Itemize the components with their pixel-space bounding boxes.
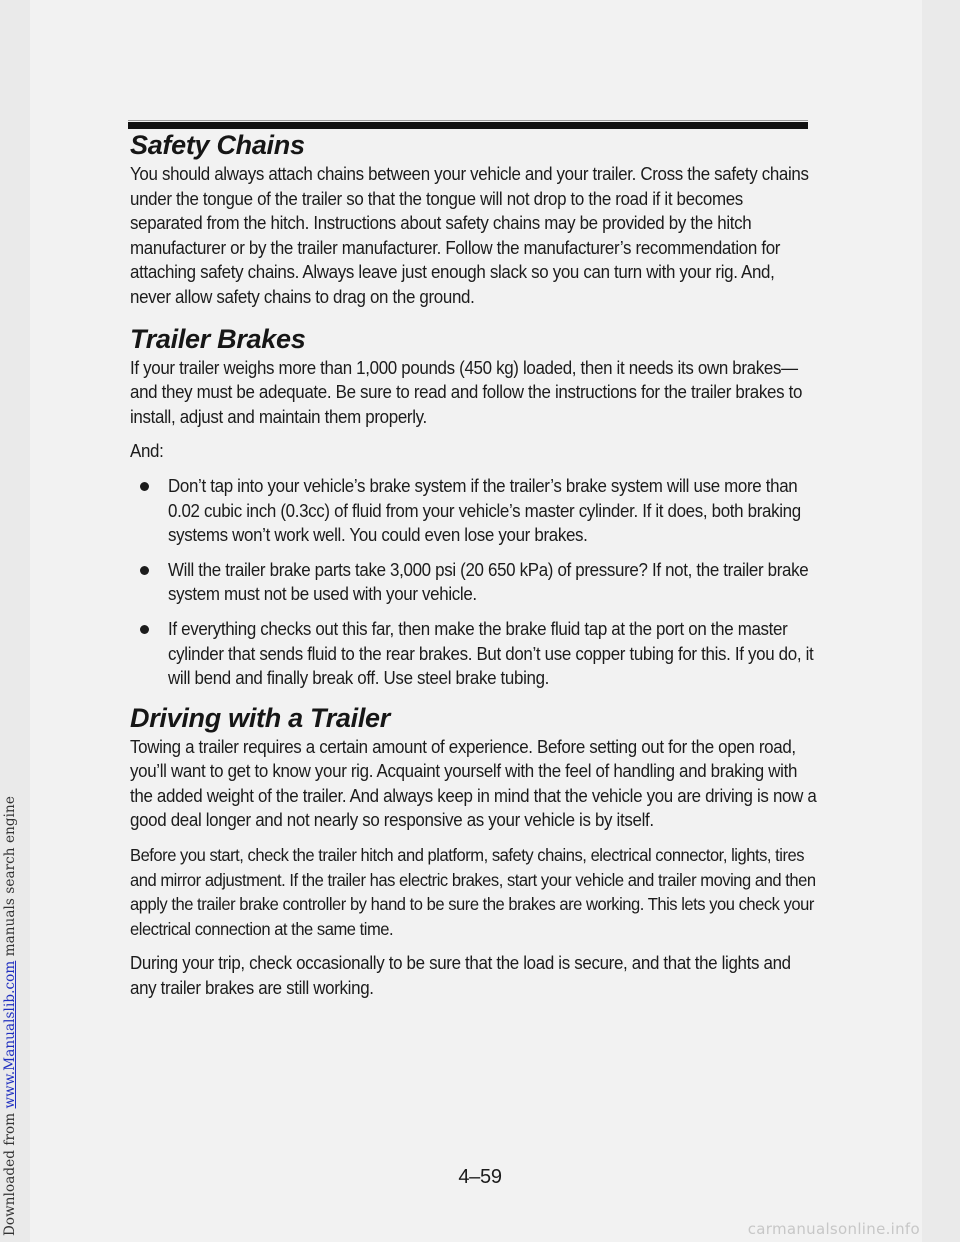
heading-safety-chains: Safety Chains (130, 130, 305, 160)
brake-bullet-list (130, 474, 820, 691)
heading-driving-with-trailer: Driving with a Trailer (130, 702, 390, 733)
bullet-text: Don’t tap into your vehicle’s brake system if the trailer’s brake system will use more than 0.02 cubic inch (0.3cc) of fluid from your vehicle’s master cylinder. If it does, both braking systems won’t work well. You could even lose your brakes. (168, 475, 801, 546)
paragraph-driving-1: Towing a trailer requires a certain amount of experience. Before setting out for the open road, you’ll want to get to know your rig. Acquaint yourself with the feel of handling and braking with the added weight of the trailer. And always keep in mind that the vehicle you are driving is now a good deal longer and not nearly so responsive as your vehicle is by itself. (130, 736, 817, 831)
heading-trailer-brakes: Trailer Brakes (130, 323, 306, 354)
paragraph-driving-2: Before you start, check the trailer hitch and platform, safety chains, electrical connector, lights, tires and mirror adjustment. If the trailer has electric brakes, start your vehicle and trailer moving and then apply the trailer brake controller by hand to be sure the brakes are working. This lets you check your electrical connection at the same time. (130, 845, 816, 939)
list-item (140, 474, 820, 548)
bullet-text: If everything checks out this far, then make the brake fluid tap at the port on the master cylinder that sends fluid to the rear brakes. But don’t use copper tubing for this. If you do, it will bend and finally break off. Use steel brake tubing. (168, 618, 814, 689)
manualslib-link[interactable]: www.Manualslib.com (2, 960, 18, 1109)
paragraph-trailer-brakes: If your trailer weighs more than 1,000 pounds (450 kg) loaded, then it needs its own brakes—and they must be adequate. Be sure to read and follow the instructions for the trailer brakes to install, adjust and maintain them properly. (130, 357, 803, 427)
footer-watermark: carmanualsonline.info (747, 1220, 920, 1238)
header-rule-thin (128, 120, 808, 121)
banner-prefix: Downloaded from (2, 1108, 18, 1236)
paragraph-safety-chains: You should always attach chains between your vehicle and your trailer. Cross the safety chains under the tongue of the trailer so that the tongue will not drop to the road if it becomes separated from the hitch. Instructions about safety chains may be provided by the hitch manufacturer or by the trailer manufacturer. Follow the manufacturer’s recommendation for attaching safety chains. Always leave just enough slack so you can turn with your rig. And, never allow safety chains to drag on the ground. (130, 164, 809, 307)
bullet-icon (140, 625, 149, 634)
list-item (140, 558, 820, 607)
bullet-text: Will the trailer brake parts take 3,000 psi (20 650 kPa) of pressure? If not, the trailer brake system must not be used with your vehicle. (168, 559, 809, 605)
bullet-icon (140, 566, 149, 575)
paragraph-driving-3: During your trip, check occasionally to be sure that the load is secure, and that the lights and any trailer brakes are still working. (130, 953, 791, 999)
banner-suffix: manuals search engine (2, 796, 18, 961)
page-content (130, 128, 820, 1001)
right-margin-strip (922, 0, 960, 1242)
and-label: And: (130, 441, 164, 462)
page-number: 4–59 (458, 1166, 502, 1188)
list-item (140, 617, 820, 691)
bullet-icon (140, 482, 149, 491)
